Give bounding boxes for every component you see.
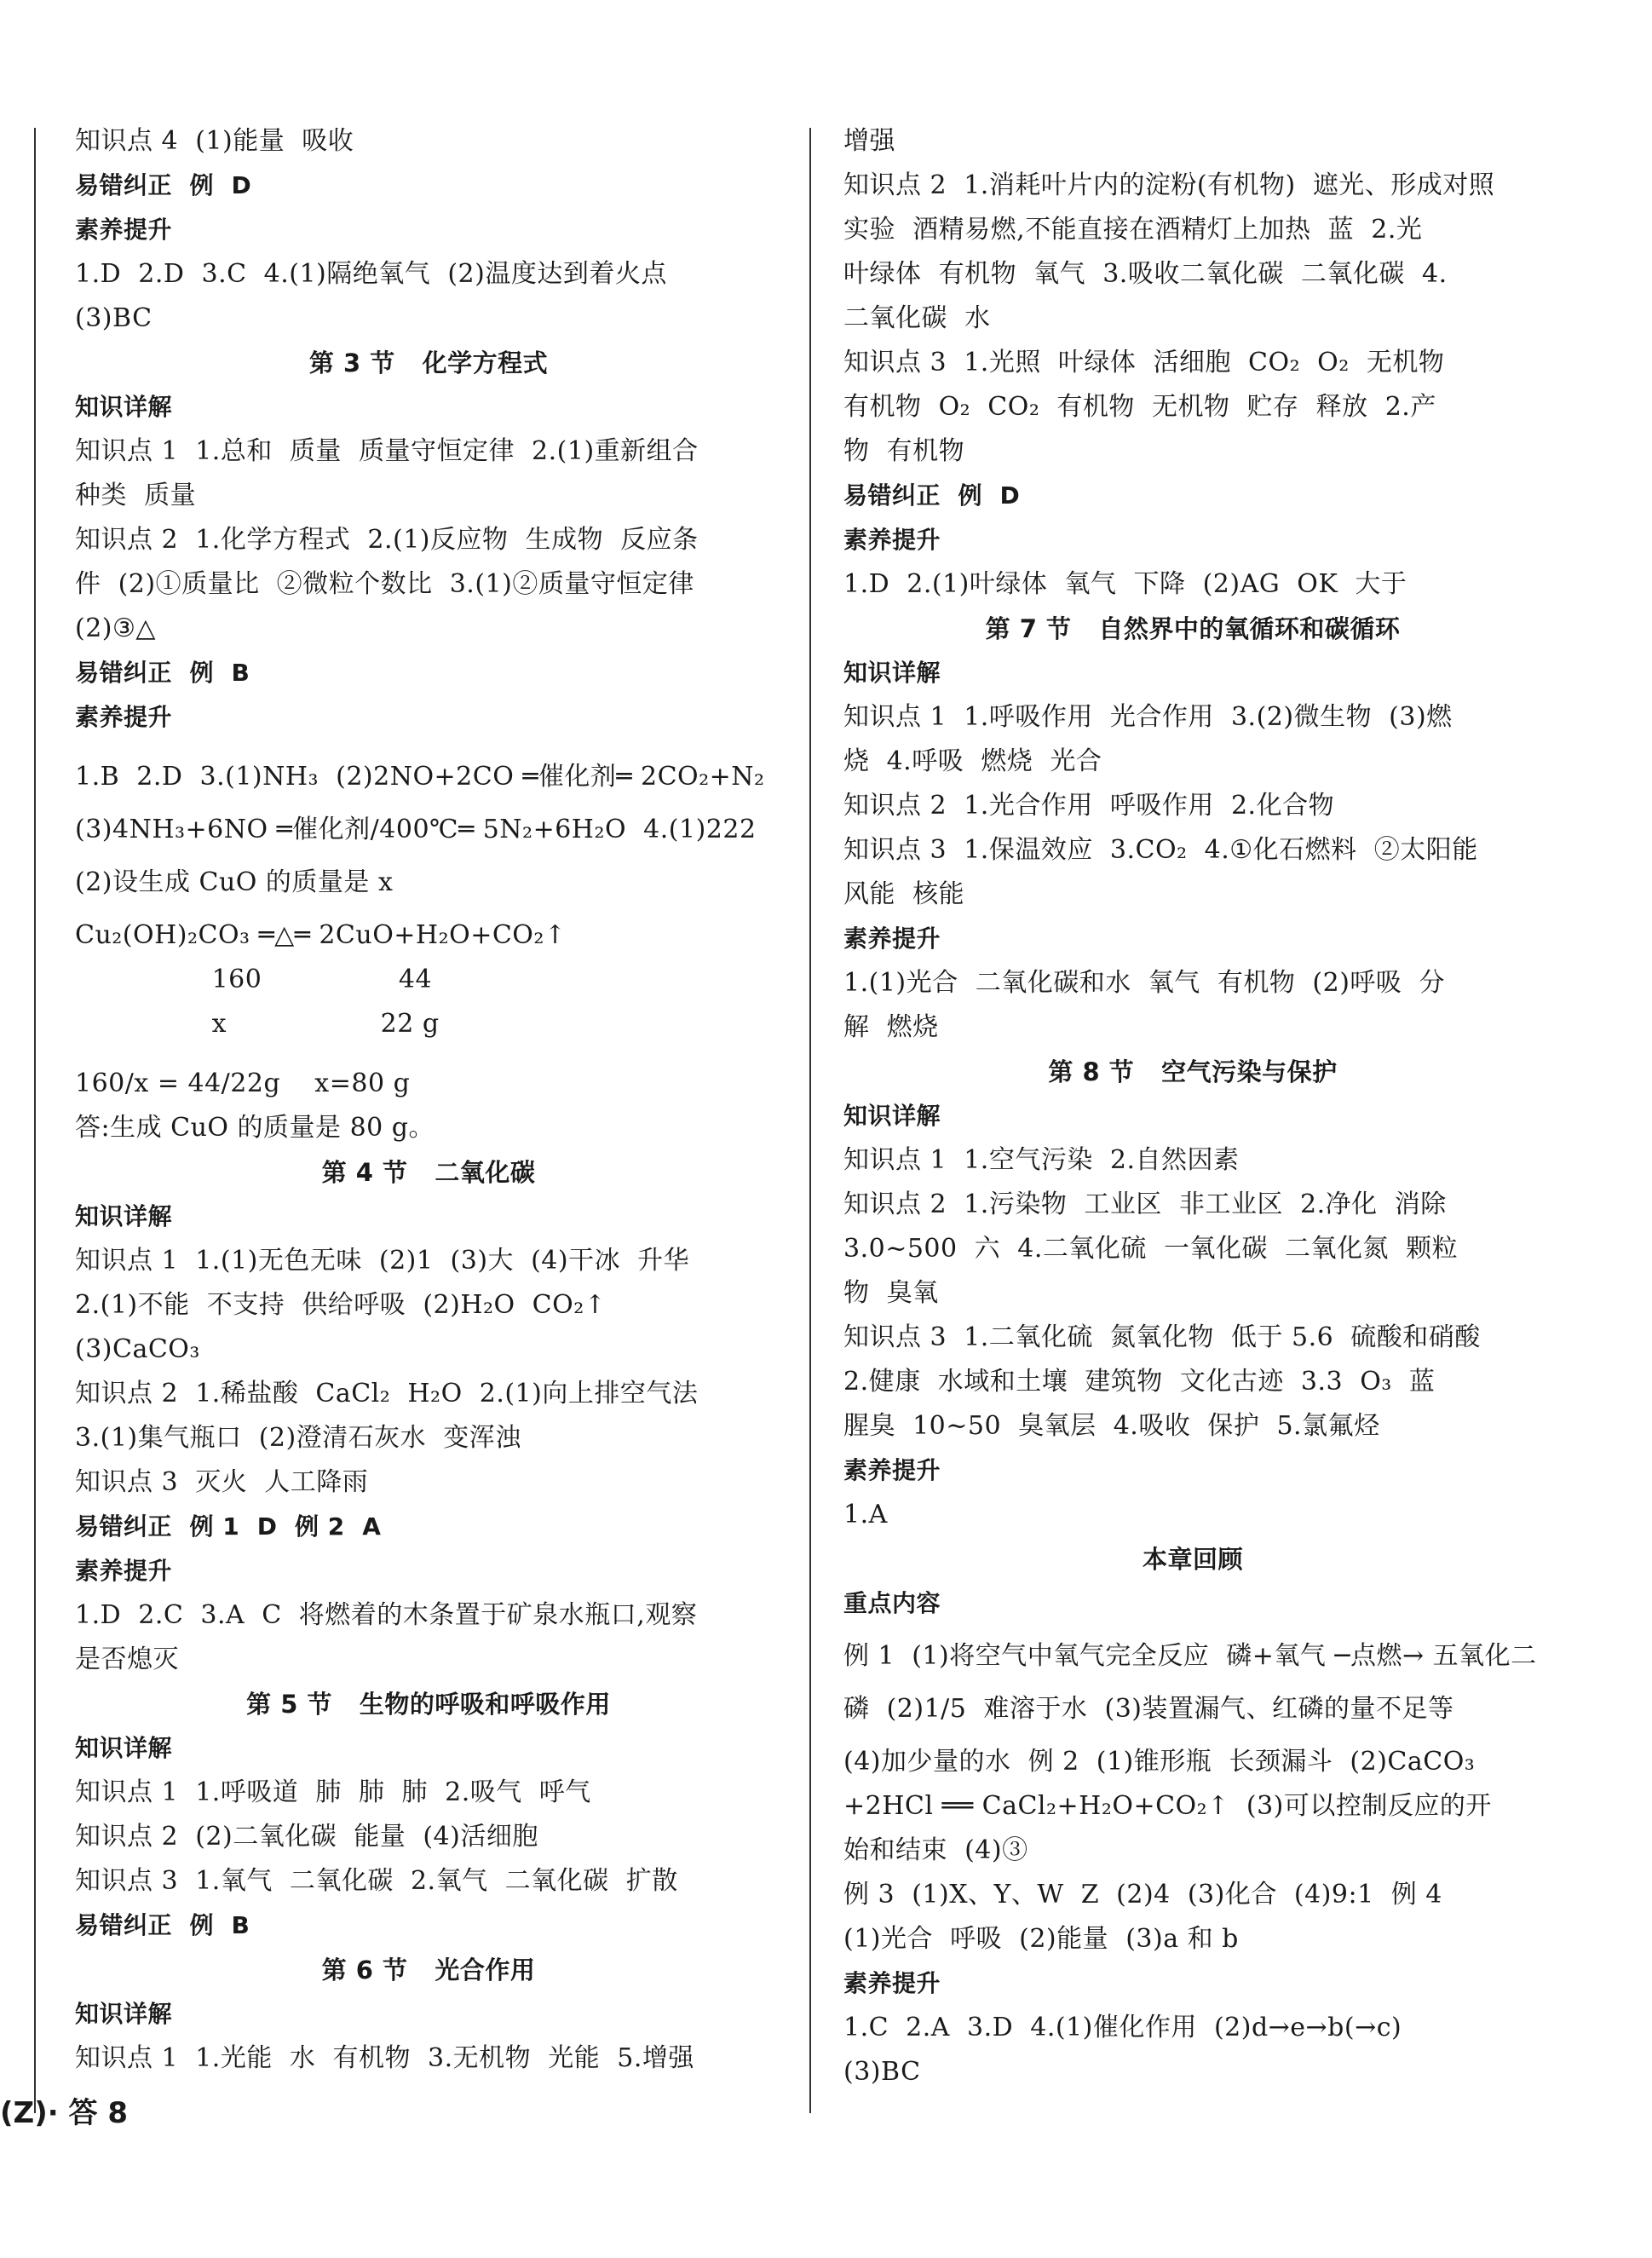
answer-line: +2HCl ══ CaCl₂+H₂O+CO₂↑ (3)可以控制反应的开	[843, 1791, 1492, 1821]
answer-line: 知识点 2 1.光合作用 呼吸作用 2.化合物	[843, 791, 1335, 821]
answer-line: (2)③△	[75, 613, 156, 643]
answer-line: 3.0~500 六 4.二氧化硫 一氧化碳 二氧化氮 颗粒	[843, 1234, 1459, 1264]
answer-line: 知识点 2 1.消耗叶片内的淀粉(有机物) 遮光、形成对照	[843, 170, 1495, 200]
subsection-label: 素养提升	[75, 1557, 173, 1585]
answer-line: 2.(1)不能 不支持 供给呼吸 (2)H₂O CO₂↑	[75, 1290, 607, 1320]
subsection-label: 重点内容	[843, 1589, 941, 1617]
answer-line: 2.健康 水域和土壤 建筑物 文化古迹 3.3 O₃ 蓝	[843, 1367, 1436, 1397]
answer-line: (3)4NH₃+6NO ═催化剂/400℃═ 5N₂+6H₂O 4.(1)222	[75, 815, 757, 844]
answer-line: 知识点 3 1.保温效应 3.CO₂ 4.①化石燃料 ②太阳能	[843, 835, 1478, 865]
subsection-label: 素养提升	[843, 925, 941, 953]
answer-line: 1.(1)光合 二氧化碳和水 氧气 有机物 (2)呼吸 分	[843, 968, 1445, 998]
answer-line: 种类 质量	[75, 481, 197, 510]
answer-line: (2)设生成 CuO 的质量是 x	[75, 867, 394, 897]
answer-line: 知识点 3 1.二氧化硫 氮氧化物 低于 5.6 硫酸和硝酸	[843, 1322, 1481, 1352]
section-heading: 第 3 节 化学方程式	[308, 348, 549, 377]
subsection-label: 素养提升	[843, 1969, 941, 1997]
answer-line: 腥臭 10~50 臭氧层 4.吸收 保护 5.氯氟烃	[843, 1411, 1380, 1441]
answer-line: 知识点 1 1.呼吸道 肺 肺 肺 2.吸气 呼气	[75, 1777, 591, 1807]
answer-line: 知识点 2 1.化学方程式 2.(1)反应物 生成物 反应条	[75, 525, 699, 555]
answer-line: (3)BC	[75, 303, 153, 333]
subsection-label: 易错纠正 例 D	[75, 171, 252, 199]
subsection-label: 知识详解	[843, 659, 941, 687]
answer-line: 1.D 2.(1)叶绿体 氧气 下降 (2)AG OK 大于	[843, 569, 1407, 599]
answer-line: 3.(1)集气瓶口 (2)澄清石灰水 变浑浊	[75, 1423, 521, 1453]
answer-line: 知识点 3 灭火 人工降雨	[75, 1467, 369, 1497]
answer-line: (3)CaCO₃	[75, 1334, 200, 1364]
subsection-label: 知识详解	[75, 1734, 173, 1762]
answer-line: (4)加少量的水 例 2 (1)锥形瓶 长颈漏斗 (2)CaCO₃	[843, 1747, 1476, 1777]
answer-line: 知识点 2 1.污染物 工业区 非工业区 2.净化 消除	[843, 1189, 1447, 1219]
answer-line: 知识点 1 1.(1)无色无味 (2)1 (3)大 (4)干冰 升华	[75, 1246, 690, 1276]
subsection-label: 易错纠正 例 1 D 例 2 A	[75, 1512, 382, 1541]
answer-line: 知识点 1 1.空气污染 2.自然因素	[843, 1145, 1240, 1175]
subsection-label: 易错纠正 例 B	[75, 1911, 250, 1939]
subsection-label: 素养提升	[843, 1456, 941, 1484]
answer-line: 知识点 4 (1)能量 吸收	[75, 126, 354, 156]
answer-line: 叶绿体 有机物 氧气 3.吸收二氧化碳 二氧化碳 4.	[843, 259, 1448, 289]
spacer	[843, 1679, 1542, 1687]
answer-line: 增强	[843, 126, 895, 156]
answer-line: (1)光合 呼吸 (2)能量 (3)a 和 b	[843, 1924, 1239, 1954]
answer-line: 1.A	[843, 1500, 888, 1529]
answer-line: 知识点 3 1.光照 叶绿体 活细胞 CO₂ O₂ 无机物	[843, 348, 1445, 377]
answer-line: 物 有机物	[843, 436, 965, 466]
answer-line: (3)BC	[843, 2057, 921, 2087]
section-heading: 第 5 节 生物的呼吸和呼吸作用	[246, 1690, 611, 1719]
spacer	[75, 852, 782, 861]
subsection-label: 素养提升	[75, 703, 173, 731]
answer-line: 烧 4.呼吸 燃烧 光合	[843, 746, 1102, 776]
answer-line: 答:生成 CuO 的质量是 80 g。	[75, 1113, 435, 1143]
answer-line: 实验 酒精易燃,不能直接在酒精灯上加热 蓝 2.光	[843, 215, 1423, 245]
spacer	[843, 1626, 1542, 1634]
spacer	[75, 799, 782, 808]
answer-line: 1.D 2.C 3.A C 将燃着的木条置于矿泉水瓶口,观察	[75, 1600, 698, 1630]
answer-line: 件 (2)①质量比 ②微粒个数比 3.(1)②质量守恒定律	[75, 569, 694, 599]
subsection-label: 易错纠正 例 B	[75, 659, 250, 687]
answer-line: 有机物 O₂ CO₂ 有机物 无机物 贮存 释放 2.产	[843, 392, 1436, 422]
section-heading: 第 6 节 光合作用	[321, 1956, 536, 1984]
subsection-label: 知识详解	[75, 1202, 173, 1230]
answer-line: 解 燃烧	[843, 1012, 939, 1042]
column-divider	[809, 128, 811, 2113]
section-heading: 第 4 节 二氧化碳	[321, 1158, 536, 1187]
answer-line: 物 臭氧	[843, 1278, 939, 1308]
answer-line: 知识点 2 (2)二氧化碳 能量 (4)活细胞	[75, 1822, 538, 1852]
subsection-label: 素养提升	[75, 216, 173, 244]
subsection-label: 知识详解	[75, 2000, 173, 2028]
answer-line: 始和结束 (4)③	[843, 1835, 1028, 1865]
answer-line: Cu₂(OH)₂CO₃ ═△═ 2CuO+H₂O+CO₂↑	[75, 920, 567, 950]
left-column	[75, 119, 782, 2081]
subsection-label: 知识详解	[75, 393, 173, 421]
answer-line: 知识点 1 1.呼吸作用 光合作用 3.(2)微生物 (3)燃	[843, 702, 1453, 732]
answer-line: 160/x = 44/22g x=80 g	[75, 1069, 411, 1098]
subsection-label: 易错纠正 例 D	[843, 481, 1021, 510]
section-heading: 本章回顾	[1142, 1545, 1243, 1574]
answer-line: 二氧化碳 水	[843, 303, 991, 333]
answer-line: x 22 g	[75, 1009, 440, 1039]
answer-line: 1.B 2.D 3.(1)NH₃ (2)2NO+2CO ═催化剂═ 2CO₂+N₂	[75, 762, 765, 792]
section-heading: 第 8 节 空气污染与保护	[1048, 1057, 1338, 1086]
page-footer: (Z)· 答 8	[0, 2096, 128, 2130]
answer-line: 是否熄灭	[75, 1645, 179, 1674]
spacer	[75, 1046, 782, 1062]
spacer	[843, 1731, 1542, 1740]
answer-line: 例 3 (1)X、Y、W Z (2)4 (3)化合 (4)9:1 例 4	[843, 1880, 1442, 1910]
left-margin-rule	[34, 128, 36, 2113]
answer-line: 磷 (2)1/5 难溶于水 (3)装置漏气、红磷的量不足等	[843, 1694, 1454, 1724]
subsection-label: 知识详解	[843, 1102, 941, 1130]
right-column	[843, 119, 1542, 2094]
spacer	[75, 905, 782, 913]
section-heading: 第 7 节 自然界中的氧循环和碳循环	[985, 614, 1401, 643]
answer-line: 知识点 1 1.光能 水 有机物 3.无机物 光能 5.增强	[75, 2043, 694, 2073]
answer-line: 1.C 2.A 3.D 4.(1)催化作用 (2)d→e→b(→c)	[843, 2013, 1402, 2042]
subsection-label: 素养提升	[843, 526, 941, 554]
answer-line: 1.D 2.D 3.C 4.(1)隔绝氧气 (2)温度达到着火点	[75, 259, 667, 289]
answer-line: 知识点 1 1.总和 质量 质量守恒定律 2.(1)重新组合	[75, 436, 699, 466]
answer-line: 160 44	[75, 965, 433, 994]
answer-line: 例 1 (1)将空气中氧气完全反应 磷+氧气 ─点燃→ 五氧化二	[843, 1641, 1537, 1671]
answer-line: 知识点 2 1.稀盐酸 CaCl₂ H₂O 2.(1)向上排空气法	[75, 1379, 699, 1408]
answer-line: 知识点 3 1.氧气 二氧化碳 2.氧气 二氧化碳 扩散	[75, 1866, 678, 1896]
answer-line: 风能 核能	[843, 879, 965, 909]
spacer	[75, 740, 782, 755]
